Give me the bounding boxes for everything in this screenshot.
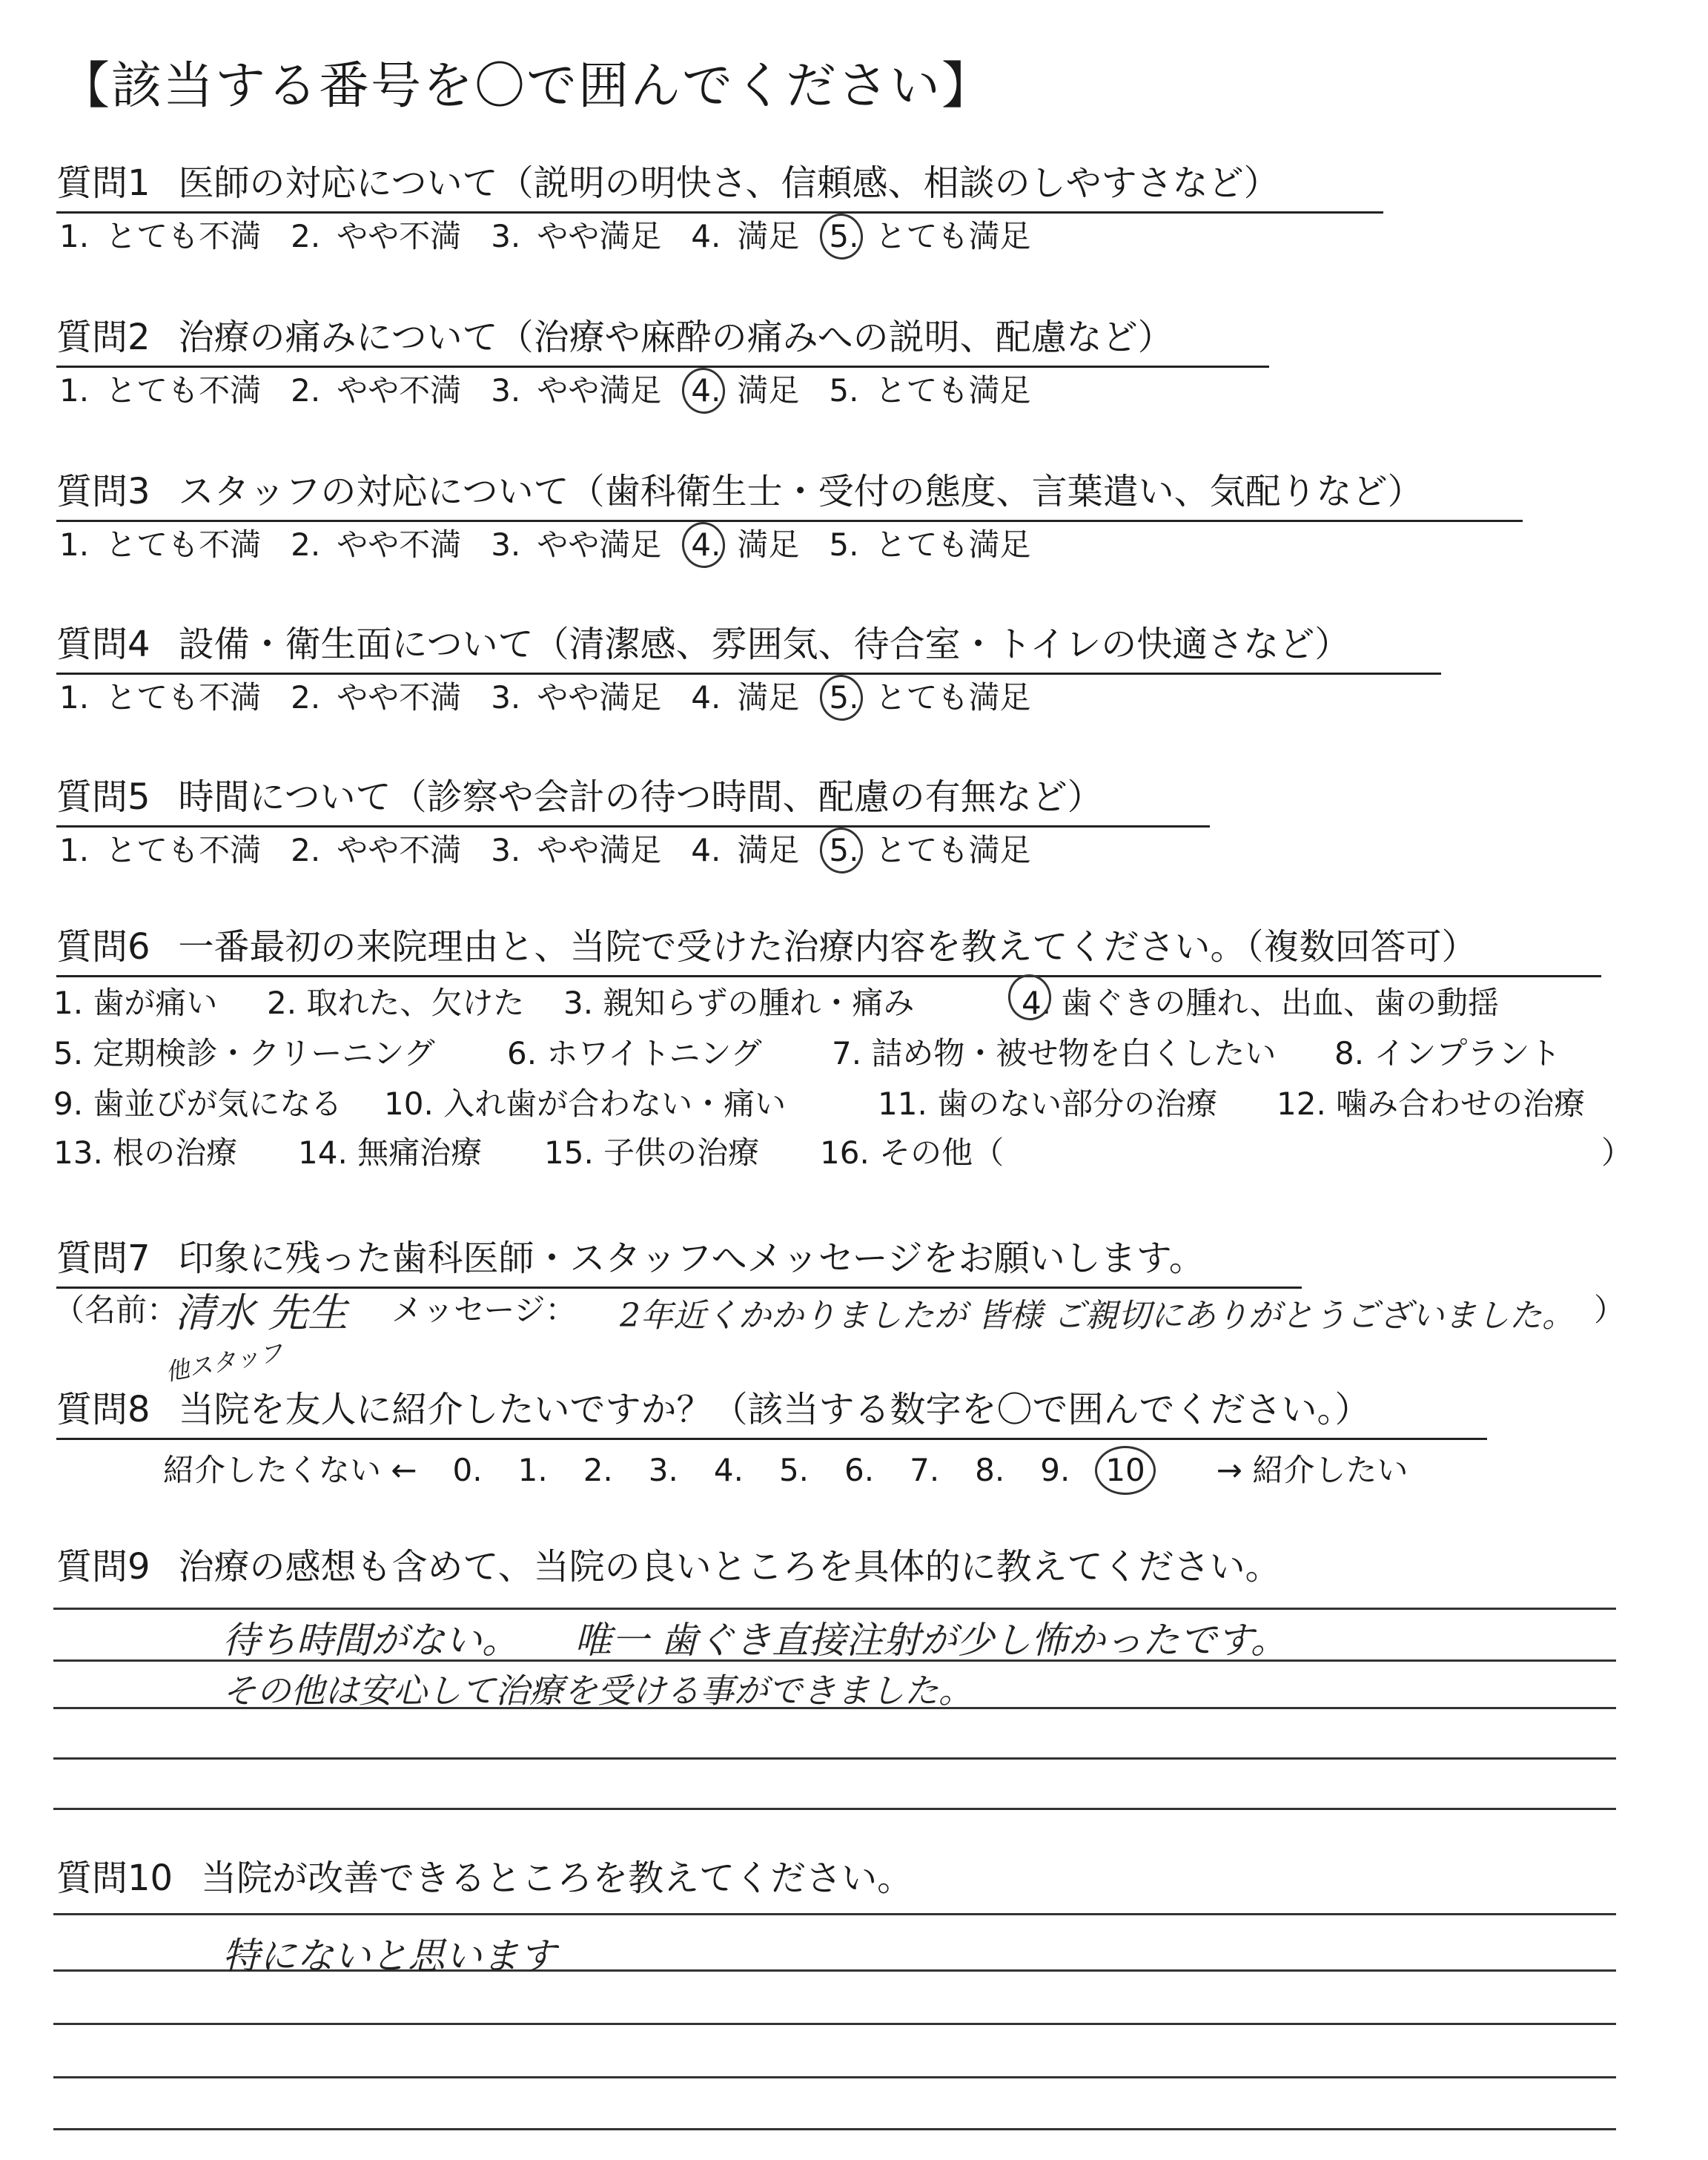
question-options bbox=[59, 366, 1060, 411]
question-title: 医師の対応について（説明の明快さ、信頼感、相談のしやすさなど） bbox=[178, 162, 1280, 204]
q6-option[interactable]: 6. ホワイトニング bbox=[507, 1035, 762, 1071]
q7-heading bbox=[56, 1229, 1302, 1289]
option-number: 1. bbox=[59, 526, 90, 563]
option-item[interactable] bbox=[291, 826, 461, 871]
option-item[interactable] bbox=[691, 521, 799, 565]
question-heading bbox=[56, 768, 1210, 828]
question-label: 質問4 bbox=[56, 624, 150, 665]
option-number: 1. bbox=[59, 372, 90, 409]
option-text: とても満足 bbox=[875, 526, 1031, 563]
option-item[interactable] bbox=[59, 521, 261, 565]
q8-scale-value[interactable]: 9. bbox=[1040, 1452, 1070, 1488]
q9-title: 治療の感想も含めて、当院の良いところを具体的に教えてください。 bbox=[178, 1546, 1281, 1588]
option-number: 2. bbox=[291, 372, 321, 409]
option-text: とても不満 bbox=[105, 526, 262, 563]
question-label: 質問5 bbox=[56, 776, 150, 818]
q6-heading bbox=[56, 918, 1601, 977]
option-text: やや満足 bbox=[537, 218, 662, 254]
option-number: 2. bbox=[291, 679, 321, 716]
q7-label: 質問7 bbox=[56, 1238, 150, 1279]
option-item[interactable] bbox=[291, 521, 461, 565]
q9-line bbox=[53, 1757, 1616, 1760]
q6-option[interactable]: 15. 子供の治療 bbox=[544, 1135, 760, 1171]
option-number: 5. bbox=[829, 526, 859, 563]
q6-title: 一番最初の来院理由と、当院で受けた治療内容を教えてください。（複数回答可） bbox=[178, 926, 1477, 968]
q9-heading bbox=[56, 1538, 1281, 1595]
q9-line bbox=[53, 1808, 1616, 1810]
option-item[interactable] bbox=[829, 521, 1030, 565]
q6-option[interactable]: 3. 親知らずの腫れ・痛み bbox=[563, 985, 915, 1021]
option-text: 満足 bbox=[737, 372, 800, 409]
q9-line bbox=[53, 1608, 1616, 1610]
question-heading bbox=[56, 308, 1269, 368]
question-options bbox=[59, 826, 1060, 871]
option-text: やや満足 bbox=[537, 679, 662, 716]
q7-message-label: メッセージ： bbox=[391, 1292, 577, 1328]
option-number: 2. bbox=[291, 526, 321, 563]
q6-option[interactable]: 16. その他（ bbox=[820, 1135, 1004, 1171]
option-text: とても満足 bbox=[875, 832, 1031, 868]
q7-name-label: （名前： bbox=[53, 1292, 179, 1328]
q6-option[interactable]: 8. インプラント bbox=[1334, 1035, 1561, 1071]
option-text: やや不満 bbox=[337, 526, 462, 563]
q6-option[interactable]: 10. 入れ歯が合わない・痛い bbox=[384, 1086, 787, 1122]
option-item[interactable] bbox=[59, 826, 261, 871]
option-item[interactable] bbox=[691, 673, 799, 718]
q6-option[interactable]: 12. 噛み合わせの治療 bbox=[1277, 1086, 1586, 1122]
question-options bbox=[59, 673, 1060, 718]
option-item[interactable] bbox=[59, 212, 261, 257]
option-text: 満足 bbox=[737, 832, 800, 868]
option-text: やや不満 bbox=[337, 679, 462, 716]
option-text: 満足 bbox=[737, 526, 800, 563]
option-item[interactable] bbox=[829, 212, 1030, 257]
option-number: 1. bbox=[59, 218, 90, 254]
q8-label: 質問8 bbox=[56, 1389, 150, 1430]
option-item[interactable] bbox=[491, 212, 661, 257]
q8-scale-value[interactable]: 8. bbox=[975, 1452, 1005, 1488]
option-text: 満足 bbox=[737, 218, 800, 254]
option-number: 2. bbox=[291, 832, 321, 868]
option-item[interactable] bbox=[491, 366, 661, 411]
q8-scale-value[interactable]: 7. bbox=[910, 1452, 940, 1488]
q6-option[interactable]: 4. 歯ぐきの腫れ、出血、歯の動揺 bbox=[1017, 979, 1499, 1023]
option-item[interactable] bbox=[829, 673, 1030, 718]
option-number: 2. bbox=[291, 218, 321, 254]
option-item[interactable] bbox=[491, 673, 661, 718]
q8-scale-value[interactable]: 1. bbox=[517, 1452, 548, 1488]
q8-scale-value[interactable]: 6. bbox=[844, 1452, 875, 1488]
question-heading bbox=[56, 615, 1441, 675]
question-title: 治療の痛みについて（治療や麻酔の痛みへの説明、配慮など） bbox=[178, 317, 1174, 358]
option-text: やや満足 bbox=[537, 372, 662, 409]
option-item[interactable] bbox=[691, 366, 799, 411]
q6-option[interactable]: 5. 定期検診・クリーニング bbox=[53, 1035, 435, 1071]
option-number: 3. bbox=[491, 526, 521, 563]
q6-label: 質問6 bbox=[56, 926, 150, 968]
q8-scale-value[interactable]: 5. bbox=[778, 1452, 810, 1488]
option-number: 4. bbox=[691, 832, 721, 868]
option-number: 3. bbox=[491, 679, 521, 716]
q8-left-label: 紹介したくない ← bbox=[163, 1452, 417, 1488]
option-text: やや満足 bbox=[537, 832, 662, 868]
q7-name-extra: 他スタッフ bbox=[163, 1338, 285, 1387]
option-text: とても不満 bbox=[105, 218, 262, 254]
q10-line bbox=[53, 2023, 1616, 2025]
question-heading bbox=[56, 463, 1523, 522]
option-number: 3. bbox=[491, 832, 521, 868]
option-item[interactable] bbox=[291, 366, 461, 411]
q10-answer-line: 特にないと思います bbox=[222, 1935, 556, 1978]
q6-option[interactable]: 13. 根の治療 bbox=[53, 1135, 238, 1171]
option-item[interactable] bbox=[829, 366, 1030, 411]
option-number: 3. bbox=[491, 372, 521, 409]
option-text: とても満足 bbox=[875, 372, 1031, 409]
option-number: 5. bbox=[829, 218, 859, 254]
option-number: 5. bbox=[829, 679, 859, 716]
q10-line bbox=[53, 1913, 1616, 1915]
option-text: とても不満 bbox=[105, 679, 262, 716]
q10-line bbox=[53, 2128, 1616, 2130]
option-text: とても不満 bbox=[105, 832, 262, 868]
q9-answer-line: 待ち時間がない。 唯一 歯ぐき直接注射が少し怖かったです。 bbox=[222, 1619, 1288, 1662]
q6-option[interactable]: 11. 歯のない部分の治療 bbox=[878, 1086, 1218, 1122]
option-item[interactable] bbox=[829, 826, 1030, 871]
page-title: 【該当する番号を〇で囲んでください】 bbox=[59, 57, 994, 116]
question-options bbox=[59, 521, 1060, 565]
option-number: 4. bbox=[691, 372, 721, 409]
question-label: 質問1 bbox=[56, 162, 150, 204]
q7-message-value: 2年近くかかりましたが 皆様 ご親切にありがとうございました。 bbox=[620, 1297, 1575, 1335]
option-item[interactable] bbox=[59, 366, 261, 411]
option-number: 4. bbox=[691, 679, 721, 716]
option-text: とても満足 bbox=[875, 679, 1031, 716]
option-number: 4. bbox=[691, 218, 721, 254]
q7-close-paren: ） bbox=[1594, 1292, 1626, 1328]
option-number: 1. bbox=[59, 679, 90, 716]
q8-title: 当院を友人に紹介したいですか？（該当する数字を〇で囲んでください。） bbox=[178, 1389, 1371, 1430]
option-text: やや不満 bbox=[337, 218, 462, 254]
question-label: 質問3 bbox=[56, 471, 150, 512]
option-item[interactable] bbox=[491, 521, 661, 565]
option-text: やや満足 bbox=[537, 526, 662, 563]
q6-option[interactable]: 9. 歯並びが気になる bbox=[53, 1086, 342, 1122]
option-item[interactable] bbox=[691, 212, 799, 257]
option-number: 5. bbox=[829, 372, 859, 409]
question-title: 時間について（診察や会計の待つ時間、配慮の有無など） bbox=[178, 776, 1103, 818]
question-title: スタッフの対応について（歯科衛生士・受付の態度、言葉遣い、気配りなど） bbox=[178, 471, 1423, 512]
q6-option[interactable]: 14. 無痛治療 bbox=[298, 1135, 483, 1171]
option-number: 3. bbox=[491, 218, 521, 254]
option-item[interactable] bbox=[491, 826, 661, 871]
question-label: 質問2 bbox=[56, 317, 150, 358]
q10-heading bbox=[56, 1849, 913, 1906]
q8-scale-value[interactable]: 2. bbox=[583, 1452, 613, 1488]
q8-scale bbox=[163, 1446, 1443, 1490]
q10-label: 質問10 bbox=[56, 1857, 173, 1899]
option-text: とても満足 bbox=[875, 218, 1031, 254]
q10-title: 当院が改善できるところを教えてください。 bbox=[201, 1857, 913, 1899]
q8-scale-value[interactable]: 10 bbox=[1105, 1452, 1145, 1488]
q9-label: 質問9 bbox=[56, 1546, 150, 1588]
q7-title: 印象に残った歯科医師・スタッフへメッセージをお願いします。 bbox=[178, 1238, 1205, 1279]
q7-name-value: 清水 先生 bbox=[175, 1289, 348, 1336]
q8-scale-value[interactable]: 4. bbox=[713, 1452, 744, 1488]
q6-close-paren: ） bbox=[1601, 1135, 1633, 1171]
option-item[interactable] bbox=[291, 673, 461, 718]
option-number: 5. bbox=[829, 832, 859, 868]
q8-scale-value[interactable]: 0. bbox=[452, 1452, 483, 1488]
option-text: やや不満 bbox=[337, 832, 462, 868]
option-text: やや不満 bbox=[337, 372, 462, 409]
question-heading bbox=[56, 154, 1383, 214]
option-text: とても不満 bbox=[105, 372, 262, 409]
q8-heading bbox=[56, 1381, 1487, 1440]
option-number: 1. bbox=[59, 832, 90, 868]
q8-right-label: → 紹介したい bbox=[1216, 1452, 1409, 1488]
option-item[interactable] bbox=[59, 673, 261, 718]
q6-option[interactable]: 2. 取れた、欠けた bbox=[267, 985, 525, 1021]
q6-option[interactable]: 7. 詰め物・被せ物を白くしたい bbox=[832, 1035, 1277, 1071]
question-title: 設備・衛生面について（清潔感、雰囲気、待合室・トイレの快適さなど） bbox=[178, 624, 1351, 665]
q10-line bbox=[53, 2076, 1616, 2078]
q8-scale-value[interactable]: 3. bbox=[648, 1452, 678, 1488]
q6-option[interactable]: 1. 歯が痛い bbox=[53, 985, 218, 1021]
option-item[interactable] bbox=[291, 212, 461, 257]
q9-answer-line: その他は安心して治療を受ける事ができました。 bbox=[222, 1671, 973, 1711]
option-number: 4. bbox=[691, 526, 721, 563]
option-text: 満足 bbox=[737, 679, 800, 716]
option-item[interactable] bbox=[691, 826, 799, 871]
question-options bbox=[59, 212, 1060, 257]
